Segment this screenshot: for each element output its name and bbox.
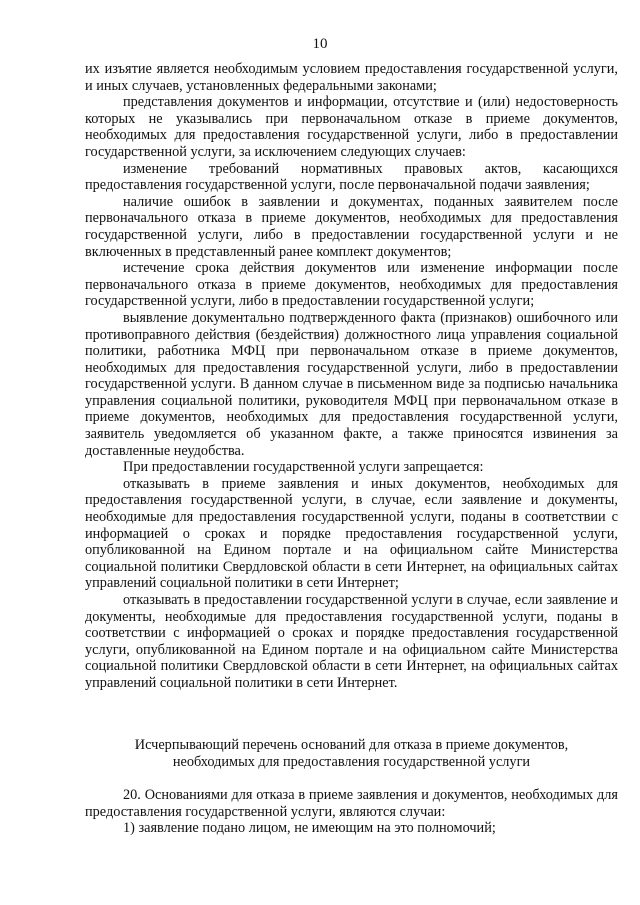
paragraph: При предоставлении государственной услуги запрещается:	[123, 459, 484, 476]
document-body-continued	[85, 787, 618, 837]
paragraph: выявление документально подтвержденного факта (признаков) ошибочного или противоправного действия (бездействия) должностного лица управления социальной политики, работника МФЦ при первоначальном отказе в приеме документов, необходимых для предоставления государственной услуги, либо в предоставлении государственной услуги. В данном случае в письменном виде за подписью начальника управления социальной политики, руководителя МФЦ при первоначальном отказе в приеме документов, необходимых для предоставления государственной услуги, заявитель уведомляется об указанном факте, а также приносятся извинения за доставленные неудобства.	[85, 309, 618, 459]
paragraph: истечение срока действия документов или изменение информации после первоначального отказа в приеме документов, необходимых для предоставления государственной услуги, либо в предоставлении государственной услуги;	[85, 260, 618, 310]
section-heading-line: Исчерпывающий перечень оснований для отказа в приеме документов,	[134, 737, 569, 753]
paragraph: 1) заявление подано лицом, не имеющим на это полномочий;	[123, 820, 496, 837]
paragraph: отказывать в предоставлении государственной услуги в случае, если заявление и документы, необходимые для предоставления государственной услуги, поданы в соответствии с информацией о сроках и порядке предоставления государственной услуги, опубликованной на Едином портале и на официальном сайте Министерства социальной политики Свердловской области в сети Интернет, на официальных сайтах управлений социальной политики в сети Интернет.	[85, 592, 618, 691]
document-body	[85, 61, 618, 692]
page-number: 10	[312, 36, 328, 52]
section-heading-line: необходимых для предоставления государственной услуги	[172, 754, 531, 770]
paragraph: 20. Основаниями для отказа в приеме заявления и документов, необходимых для предоставления государственной услуги, являются случаи:	[85, 787, 618, 820]
paragraph: их изъятие является необходимым условием предоставления государственной услуги, и иных случаев, установленных федеральными законами;	[85, 61, 618, 94]
paragraph: представления документов и информации, отсутствие и (или) недостоверность которых не указывались при первоначальном отказе в приеме документов, необходимых для предоставления государственной услуги, либо в предоставлении государственной услуги, за исключением следующих случаев:	[85, 94, 618, 160]
paragraph: изменение требований нормативных правовых актов, касающихся предоставления государственной услуги, после первоначальной подачи заявления;	[85, 160, 618, 194]
paragraph: наличие ошибок в заявлении и документах, поданных заявителем после первоначального отказа в приеме документов, необходимых для предоставления государственной услуги, либо в предоставлении государственной услуги и не включенных в представленный ранее комплект документов;	[85, 193, 618, 260]
section-heading	[85, 737, 618, 771]
paragraph: отказывать в приеме заявления и иных документов, необходимых для предоставления государственной услуги, в случае, если заявление и документы, необходимые для предоставления государственной услуги, поданы в соответствии с информацией о сроках и порядке предоставления государственной услуги, опубликованной на Едином портале и на официальном сайте Министерства социальной политики Свердловской области в сети Интернет, на официальных сайтах управлений социальной политики в сети Интернет;	[85, 475, 618, 592]
